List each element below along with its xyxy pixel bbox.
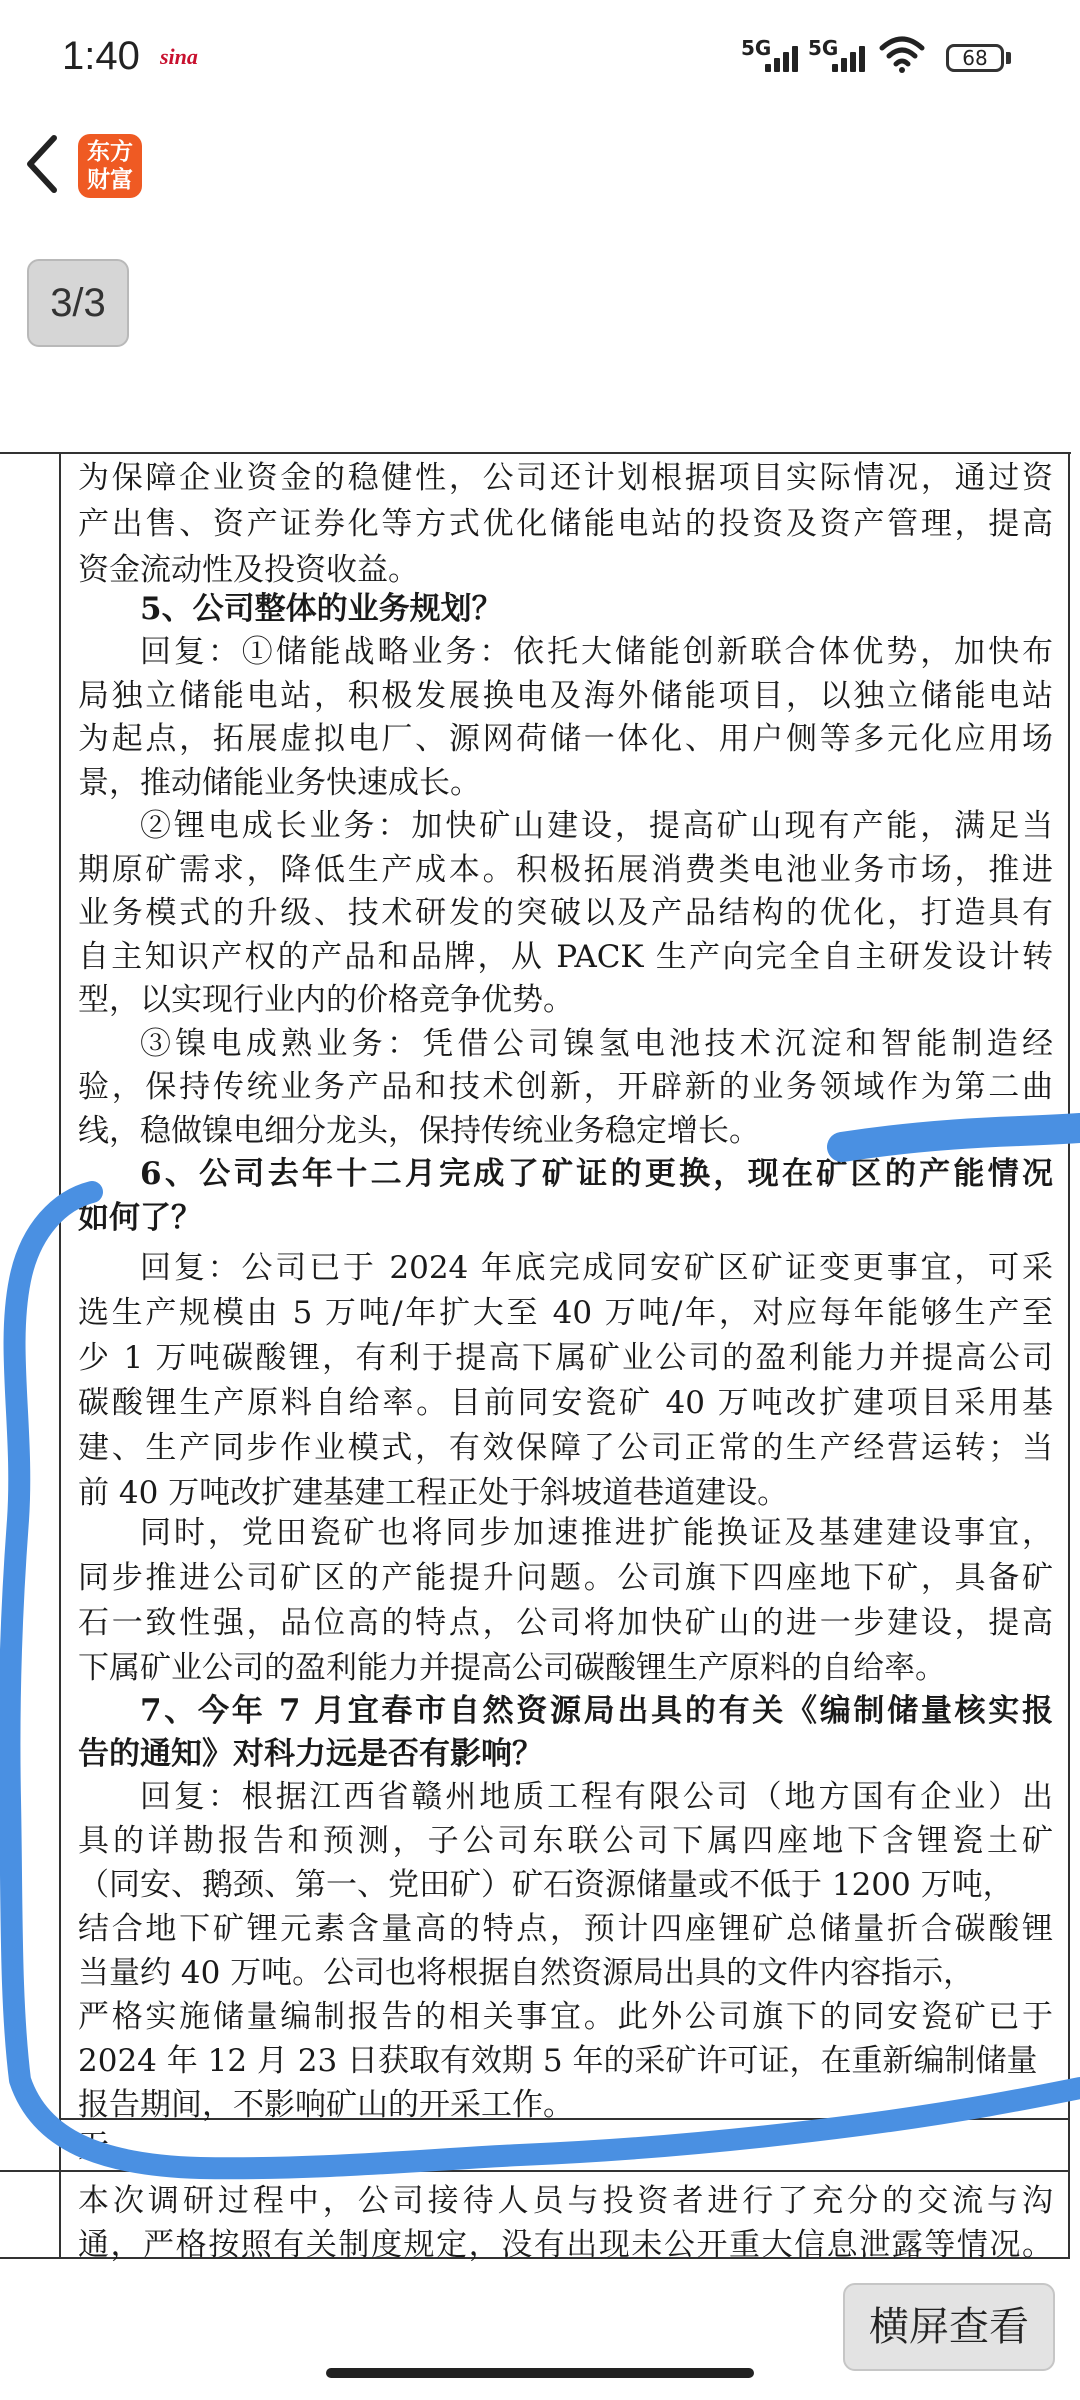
network-5g-label-2: 5G (808, 36, 839, 60)
document-line: 选生产规模由 5 万吨/年扩大至 40 万吨/年，对应每年能够生产至 (78, 1295, 1053, 1331)
question-heading: 6、公司去年十二月完成了矿证的更换，现在矿区的产能情况 (140, 1156, 1053, 1192)
sina-icon: sina (160, 44, 198, 69)
document-line: 自主知识产权的产品和品牌，从 PACK 生产向完全自主研发设计转 (78, 939, 1053, 975)
app-logo[interactable] (78, 134, 142, 198)
question-heading: 7、今年 7 月宜春市自然资源局出具的有关《编制储量核实报 (140, 1693, 1053, 1729)
battery-tip (1006, 52, 1011, 64)
document-line: 为起点，拓展虚拟电厂、源网荷储一体化、用户侧等多元化应用场 (78, 721, 1053, 757)
document-line: 结合地下矿锂元素含量高的特点，预计四座锂矿总储量折合碳酸锂 (78, 1911, 1053, 1947)
network-5g-label: 5G (741, 36, 772, 60)
document-line: 景，推动储能业务快速成长。 (78, 765, 481, 801)
battery-icon: 68 (946, 44, 1004, 72)
page-indicator: 3/3 (27, 259, 129, 347)
document-line: 严格实施储量编制报告的相关事宜。此外公司旗下的同安瓷矿已于 (78, 1999, 1053, 2035)
signal-icon (765, 44, 805, 72)
document-line: 当量约 40 万吨。公司也将根据自然资源局出具的文件内容指示， (78, 1955, 975, 1991)
question-heading: 5、公司整体的业务规划？ (140, 591, 503, 627)
document-line: 少 1 万吨碳酸锂，有利于提高下属矿业公司的盈利能力并提高公司 (78, 1340, 1053, 1376)
document-line: 验，保持传统业务产品和技术创新，开辟新的业务领域作为第二曲 (78, 1069, 1053, 1105)
disclosure-value: 无 (78, 2129, 109, 2165)
question-heading: 如何了？ (78, 1200, 202, 1236)
document-line: （同安、鹅颈、第一、党田矿）矿石资源储量或不低于 1200 万吨， (78, 1867, 1014, 1903)
table-right-border (1068, 454, 1070, 2259)
document-line: 局独立储能电站，积极发展换电及海外储能项目，以独立储能电站 (78, 678, 1053, 714)
document-line: 回复：公司已于 2024 年底完成同安矿区矿证变更事宜，可采 (140, 1250, 1053, 1286)
document-line: ②锂电成长业务：加快矿山建设，提高矿山现有产能，满足当 (140, 808, 1053, 844)
signal-icon (832, 44, 872, 72)
document-line: 为保障企业资金的稳健性，公司还计划根据项目实际情况，通过资 (78, 460, 1053, 496)
document-line: 具的详勘报告和预测，子公司东联公司下属四座地下含锂瓷土矿 (78, 1823, 1053, 1859)
question-heading: 告的通知》对科力远是否有影响？ (78, 1736, 543, 1772)
table-column-divider (59, 454, 61, 2259)
document-line: 前 40 万吨改扩建基建工程正处于斜坡道巷道建设。 (78, 1475, 789, 1511)
app-logo-line1: 东方 (87, 139, 133, 165)
home-indicator[interactable] (326, 2368, 754, 2378)
status-bar (0, 0, 1080, 120)
footer-line: 通，严格按照有关制度规定，没有出现未公开重大信息泄露等情况。 (78, 2227, 1053, 2263)
document-line: 线，稳做镍电细分龙头，保持传统业务稳定增长。 (78, 1113, 760, 1149)
document-line: ③镍电成熟业务：凭借公司镍氢电池技术沉淀和智能制造经 (140, 1026, 1053, 1062)
document-line: 同步推进公司矿区的产能提升问题。公司旗下四座地下矿，具备矿 (78, 1560, 1053, 1596)
document-line: 报告期间，不影响矿山的开采工作。 (78, 2087, 574, 2123)
document-line: 下属矿业公司的盈利能力并提高公司碳酸锂生产原料的自给率。 (78, 1650, 946, 1686)
chevron-left-icon[interactable] (20, 132, 64, 196)
table-row-divider-full (0, 2170, 1070, 2172)
document-line: 建、生产同步作业模式，有效保障了公司正常的生产经营运转；当 (78, 1430, 1053, 1466)
app-logo-line2: 财富 (87, 167, 133, 193)
document-line: 2024 年 12 月 23 日获取有效期 5 年的采矿许可证，在重新编制储量 (78, 2043, 1038, 2079)
document-line: 回复：①储能战略业务：依托大储能创新联合体优势，加快布 (140, 634, 1053, 670)
document-line: 回复：根据江西省赣州地质工程有限公司（地方国有企业）出 (140, 1779, 1053, 1815)
document-line: 产出售、资产证券化等方式优化储能电站的投资及资产管理，提高 (78, 506, 1053, 542)
document-line: 石一致性强，品位高的特点，公司将加快矿山的进一步建设，提高 (78, 1605, 1053, 1641)
document-line: 同时，党田瓷矿也将同步加速推进扩能换证及基建建设事宜， (140, 1515, 1053, 1551)
document-line: 型，以实现行业内的价格竞争优势。 (78, 982, 574, 1018)
document-line: 业务模式的升级、技术研发的突破以及产品结构的优化，打造具有 (78, 895, 1053, 931)
document-line: 碳酸锂生产原料自给率。目前同安瓷矿 40 万吨改扩建项目采用基 (78, 1385, 1053, 1421)
status-time: 1:40 (62, 34, 140, 78)
nav-bar (0, 120, 1080, 220)
landscape-view-button[interactable]: 横屏查看 (843, 2283, 1055, 2371)
wifi-icon (878, 34, 926, 74)
footer-line: 本次调研过程中，公司接待人员与投资者进行了充分的交流与沟 (78, 2183, 1053, 2219)
document-line: 期原矿需求，降低生产成本。积极拓展消费类电池业务市场，推进 (78, 852, 1053, 888)
document-line: 资金流动性及投资收益。 (78, 552, 419, 588)
